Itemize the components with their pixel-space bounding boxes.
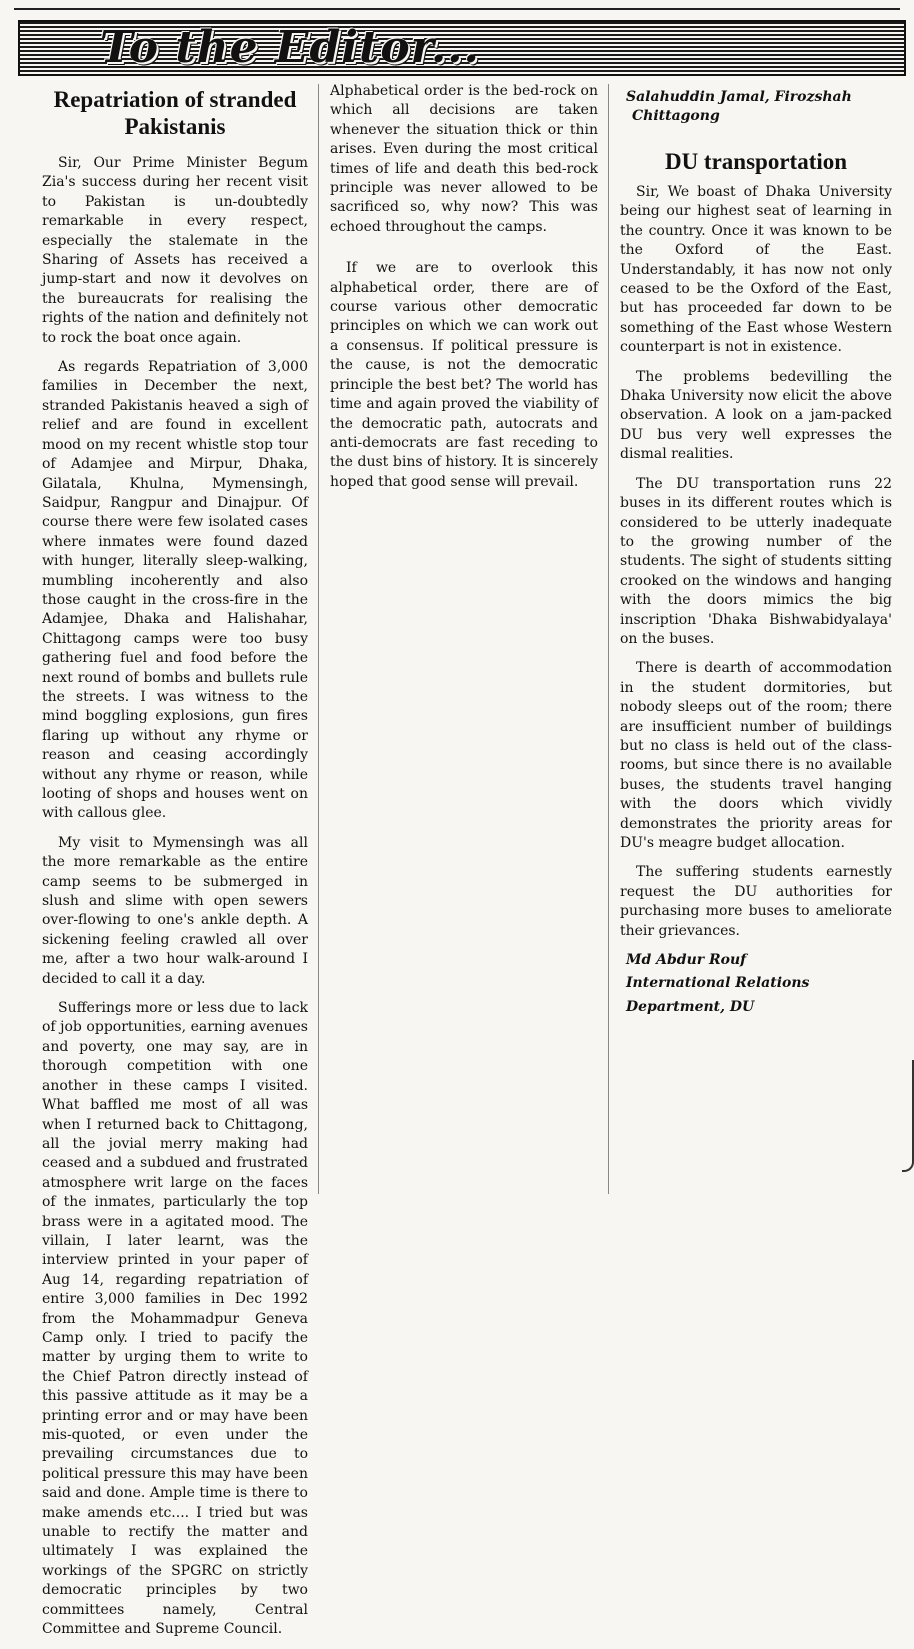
letter1-paragraph: My visit to Mymensingh was all the more remarkable as the entire camp seems to be submerged in slush and slime with open sewers over-flowing to one's ankle depth. A sickening feeling crawled all over me, after a two hour walk-around I decided to call it a day. [42,834,308,987]
page-edge-mark [902,1060,914,1172]
letter1-paragraph: As regards Repatriation of 3,000 families in December the next, stranded Pakistanis heaved a sigh of relief and are found in excellent mood on my recent whistle stop tour of Adamjee and Mirpur, Dhaka, Gilatala, Khulna, Mymensingh, Saidpur, Rangpur and Dinajpur. Of course there were few isolated cases where inmates were found dazed with hunger, literally sleep-walking, mumbling incoherently and also those caught in the cross-fire in the Adamjee, Dhaka and Halishahar, Chittagong camps were too busy gathering fuel and food before the next round of bombs and bullets rule the streets. I was witness to the mind boggling explosions, gun fires flaring up without any rhyme or reason and ceasing accordingly without any rhyme or reason, while looting of shops and houses went on with callous glee. [42,359,308,822]
letter1-paragraph: Sir, Our Prime Minister Begum Zia's success during her recent visit to Pakistan is un-doubtedly remarkable in every respect, especially the stalemate in the Sharing of Assets has received a jump-start and now it devolves on the bureaucrats for realising the rights of the nation and definitely not to rock the boat once again. [42,155,308,346]
section-title: To the Editor... [100,22,480,73]
letter2-paragraph: There is dearth of accommodation in the student dormitories, but nobody sleeps out of the room; there are insufficient number of buildings but no class is held out of the class-rooms, but since there is no available buses, the students travel hanging with the doors which vividly demonstrates the priority areas for DU's meagre budget allocation. [620,660,892,851]
letter2-headline: DU transportation [664,149,848,174]
letter2-paragraph: Sir, We boast of Dhaka University being our highest seat of learning in the country. Once it was known to be the Oxford of the East. Understandably, it has now not only ceased to be the Oxford of the East, but has proceeded far down to be something of the East whose Western counterpart is not in existence. [620,184,892,356]
letter2-signature-dept: International Relations [626,975,810,992]
letter2-paragraph: The suffering students earnestly request the DU authorities for purchasing more buses to ameliorate their grievances. [620,864,892,939]
letter2-signature-dept-line2: Department, DU [626,998,755,1015]
column-divider [608,84,609,1194]
letter2-paragraph: The DU transportation runs 22 buses in its different routes which is considered to be utterly inadequate to the growing number of the students. The sight of students sitting crooked on the windows and hanging with the doors mimics the big inscription 'Dhaka Bishwabidyalaya' on the buses. [620,475,892,647]
column-1 [42,82,308,1649]
letter1-paragraph: Sufferings more or less due to lack of job opportunities, earning avenues and poverty, one may say, are in thorough competition with one another in these camps I visited. What baffled me most of all was when I returned back to Chittagong, all the jovial merry making had ceased and a subdued and frustrated atmosphere writ large on the faces of the inmates, particularly the top brass were in a agitated mood. The villain, I later learnt, was the interview printed in your paper of Aug 14, regarding repatriation of entire 3,000 families in Dec 1992 from the Mohammadpur Geneva Camp only. I tried to pacify the matter by urging them to write to the Chief Patron directly instead of this passive attitude as it may be a printing error and or may have been mis-quoted, or even under the prevailing circumstances due to political pressure this may have been said and done. Ample time is there to make amends etc.... I tried but was unable to rectify the matter and ultimately I was explained the workings of the SPGRC on strictly democratic principles by two committees namely, Central Committee and Supreme Council. [42,1000,308,1638]
top-rule [14,8,900,10]
column-3 [620,82,892,1017]
letter1-paragraph: If we are to overlook this alphabetical order, there are of course various other democratic principles on which we can work out a consensus. If political pressure is the cause, is not the democratic principle the best bet? The world has time and again proved the viability of the democratic path, autocrats and anti-democrats are fast receding to the dust bins of history. It is sincerely hoped that good sense will prevail. [330,260,598,490]
letter2-signature-name: Md Abdur Rouf [626,952,747,969]
column-2 [330,82,598,502]
letter1-signature-name: Salahuddin Jamal, Firozshah [626,89,852,105]
letter1-headline: Repatriation of stranded Pakistanis [53,87,297,139]
letter2-paragraph: The problems bedevilling the Dhaka University now elicit the above observation. A look on a jam-packed DU bus very well expresses the dismal realities. [620,368,892,463]
letter1-signature-place: Chittagong [632,108,720,124]
letter1-paragraph: Alphabetical order is the bed-rock on which all decisions are taken whenever the situation thick or thin arises. Even during the most critical times of life and death this bed-rock principle was never allowed to be sacrificed so, why now? This was echoed throughout the camps. [330,83,598,235]
column-divider [318,84,319,1194]
section-banner [18,20,906,76]
